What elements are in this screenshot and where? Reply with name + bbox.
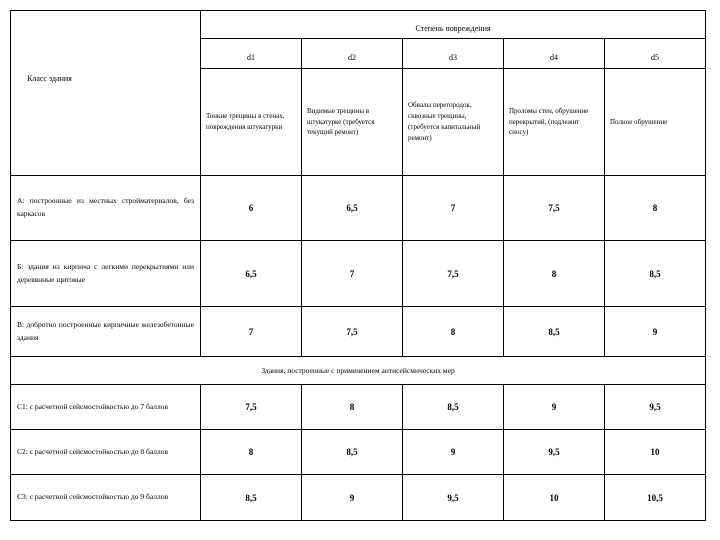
row-label-class-b: Б: здания из кирпича с легкими перекрытиями или деревянные щитовые [11, 241, 201, 307]
header-row-title [11, 11, 706, 39]
value-cell: 9 [605, 307, 706, 357]
value-cell: 7,5 [403, 241, 504, 307]
value-cell: 9,5 [605, 385, 706, 430]
degree-description-d3: Обвалы перегородок, сквозные трещины, (требуется капитальный ремонт) [403, 69, 504, 176]
value-cell: 8,5 [201, 475, 302, 521]
damage-degree-table [10, 10, 706, 521]
value-cell: 7 [201, 307, 302, 357]
value-cell: 8 [201, 430, 302, 475]
data-row-class-b [11, 241, 706, 307]
value-cell: 10 [504, 475, 605, 521]
data-row-class-v [11, 307, 706, 357]
degree-description-d2: Видимые трещины в штукатурке (требуется текущий ремонт) [302, 69, 403, 176]
table-title: Степень повреждения [201, 11, 706, 39]
degree-code-d4: d4 [504, 39, 605, 69]
degree-description-d4: Проломы стен, обрушение перекрытий, (подлежит сносу) [504, 69, 605, 176]
building-class-label: Класс здания [11, 11, 201, 176]
section-header: Здания, построенные с применением антисейсмических мер [11, 357, 706, 385]
value-cell: 9 [403, 430, 504, 475]
row-label-class-c3: С3: с расчетной сейсмостойкостью до 9 баллов [11, 475, 201, 521]
degree-code-d3: d3 [403, 39, 504, 69]
value-cell: 9 [302, 475, 403, 521]
value-cell: 8,5 [302, 430, 403, 475]
value-cell: 8,5 [605, 241, 706, 307]
value-cell: 8 [403, 307, 504, 357]
row-label-class-c2: С2: с расчетной сейсмостойкостью до 8 баллов [11, 430, 201, 475]
value-cell: 8,5 [403, 385, 504, 430]
data-row-class-a [11, 176, 706, 241]
value-cell: 8,5 [504, 307, 605, 357]
value-cell: 10,5 [605, 475, 706, 521]
degree-description-d1: Тонкие трещины в стенах, повреждения штукатурки [201, 69, 302, 176]
data-row-class-c1 [11, 385, 706, 430]
value-cell: 10 [605, 430, 706, 475]
row-label-class-v: В: добротно построенные кирпичные железобетонные здания [11, 307, 201, 357]
value-cell: 8 [504, 241, 605, 307]
value-cell: 6,5 [302, 176, 403, 241]
value-cell: 9 [504, 385, 605, 430]
section-header-row [11, 357, 706, 385]
row-label-class-c1: С1: с расчетной сейсмостойкостью до 7 баллов [11, 385, 201, 430]
value-cell: 7 [403, 176, 504, 241]
row-label-class-a: А: построенные из местных стройматериалов, без каркасов [11, 176, 201, 241]
data-row-class-c2 [11, 430, 706, 475]
value-cell: 9,5 [504, 430, 605, 475]
value-cell: 7,5 [201, 385, 302, 430]
value-cell: 7,5 [504, 176, 605, 241]
value-cell: 8 [605, 176, 706, 241]
degree-code-d1: d1 [201, 39, 302, 69]
degree-description-d5: Полное обрушение [605, 69, 706, 176]
degree-code-d2: d2 [302, 39, 403, 69]
value-cell: 6,5 [201, 241, 302, 307]
value-cell: 6 [201, 176, 302, 241]
value-cell: 9,5 [403, 475, 504, 521]
value-cell: 8 [302, 385, 403, 430]
degree-code-d5: d5 [605, 39, 706, 69]
data-row-class-c3 [11, 475, 706, 521]
value-cell: 7,5 [302, 307, 403, 357]
value-cell: 7 [302, 241, 403, 307]
